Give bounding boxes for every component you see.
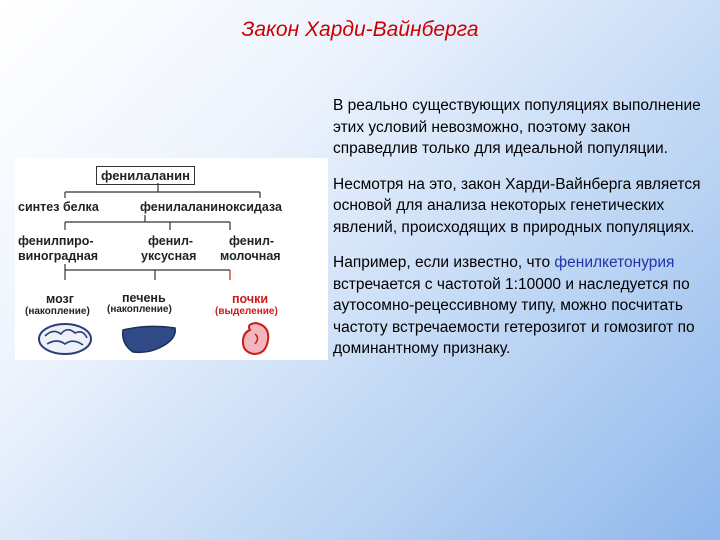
kidneys-note: (выделение): [215, 306, 278, 317]
brain-label: мозг: [46, 292, 74, 306]
paragraph-3-start: Например, если известно, что: [333, 254, 555, 271]
paragraph-3-end: встречается с частотой 1:10000 и наследуется по аутосомно-рецессивному типу, можно посчитать частоту встречаемости гетерозигот и гомозигот по доминантному признаку.: [333, 275, 695, 357]
lactic-label-2: молочная: [220, 249, 281, 263]
liver-note: (накопление): [107, 304, 172, 315]
liver-icon: [119, 322, 179, 356]
paragraph-3: [333, 252, 703, 360]
phenylalanine-box: фенилаланин: [96, 166, 195, 185]
kidneys-label: почки: [232, 292, 269, 306]
paragraph-2: Несмотря на это, закон Харди-Вайнберга является основой для анализа некоторых генетических явлений, происходящих в природных популяциях.: [333, 175, 701, 236]
metabolism-diagram: [15, 158, 328, 360]
phenylketonuria-term: фенилкетонурия: [554, 254, 675, 271]
lactic-label-1: фенил-: [229, 234, 275, 248]
kidney-icon: [238, 320, 274, 358]
acetic-label-1: фенил-: [148, 234, 194, 248]
pyruvic-label-1: фенилпиро-: [18, 234, 94, 248]
protein-synthesis-label: синтез белка: [18, 200, 99, 214]
text-block: [333, 95, 703, 374]
pyruvic-label-2: виноградная: [18, 249, 99, 263]
enzyme-label: фенилаланиноксидаза: [140, 200, 282, 214]
acetic-label-2: уксусная: [141, 249, 197, 263]
brain-icon: [37, 322, 93, 356]
slide-title: Закон Харди-Вайнберга: [241, 18, 479, 41]
paragraph-1: В реально существующих популяциях выполнение этих условий невозможно, поэтому закон справедлив только для идеальной популяции.: [333, 97, 701, 157]
brain-note: (накопление): [25, 306, 90, 317]
liver-label: печень: [122, 291, 166, 305]
